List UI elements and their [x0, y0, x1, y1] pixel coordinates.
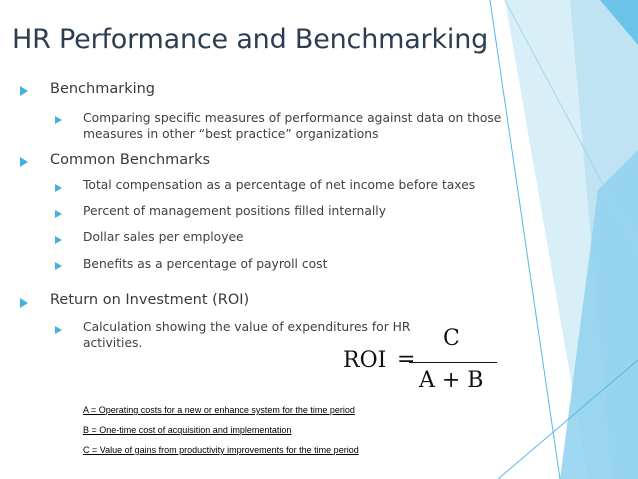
bullet-benchmarking: Benchmarking [50, 81, 156, 97]
sub-bullet-arrow-icon [55, 262, 62, 270]
sub-bullet-total-compensation: Total compensation as a percentage of net income before taxes [83, 178, 476, 192]
sub-bullet-dollar-sales: Dollar sales per employee [83, 230, 244, 244]
sub-bullet-benefits-percentage: Benefits as a percentage of payroll cost [83, 257, 328, 271]
sub-bullet-arrow-icon [55, 116, 62, 124]
sub-bullet-arrow-icon [55, 326, 62, 334]
formula-lhs: ROI [343, 348, 387, 373]
bullet-arrow-icon [20, 86, 28, 96]
sub-bullet-management-positions: Percent of management positions filled internally [83, 204, 386, 218]
bullet-common-benchmarks: Common Benchmarks [50, 152, 211, 168]
bullet-return-on-investment: Return on Investment (ROI) [50, 292, 250, 308]
fraction-bar [409, 362, 497, 363]
sub-bullet-benchmarking-definition: Comparing specific measures of performance against data on those measures in other “best practice” organizations [83, 111, 502, 141]
formula-equals: = [397, 347, 416, 372]
sub-bullet-arrow-icon [55, 236, 62, 244]
bullet-arrow-icon [20, 157, 28, 167]
note-c-definition: C = Value of gains from productivity improvements for the time period [83, 445, 359, 455]
note-a-definition: A = Operating costs for a new or enhance system for the time period [83, 405, 355, 415]
sub-bullet-arrow-icon [55, 184, 62, 192]
bullet-arrow-icon [20, 298, 28, 308]
formula-denominator: A + B [419, 368, 484, 393]
note-b-definition: B = One-time cost of acquisition and implementation [83, 425, 292, 435]
roi-formula [343, 326, 503, 402]
sub-bullet-roi-calculation: Calculation showing the value of expenditures for HR activities. [83, 320, 411, 350]
sub-bullet-arrow-icon [55, 210, 62, 218]
slide-title: HR Performance and Benchmarking [12, 24, 489, 55]
formula-numerator: C [443, 326, 460, 351]
